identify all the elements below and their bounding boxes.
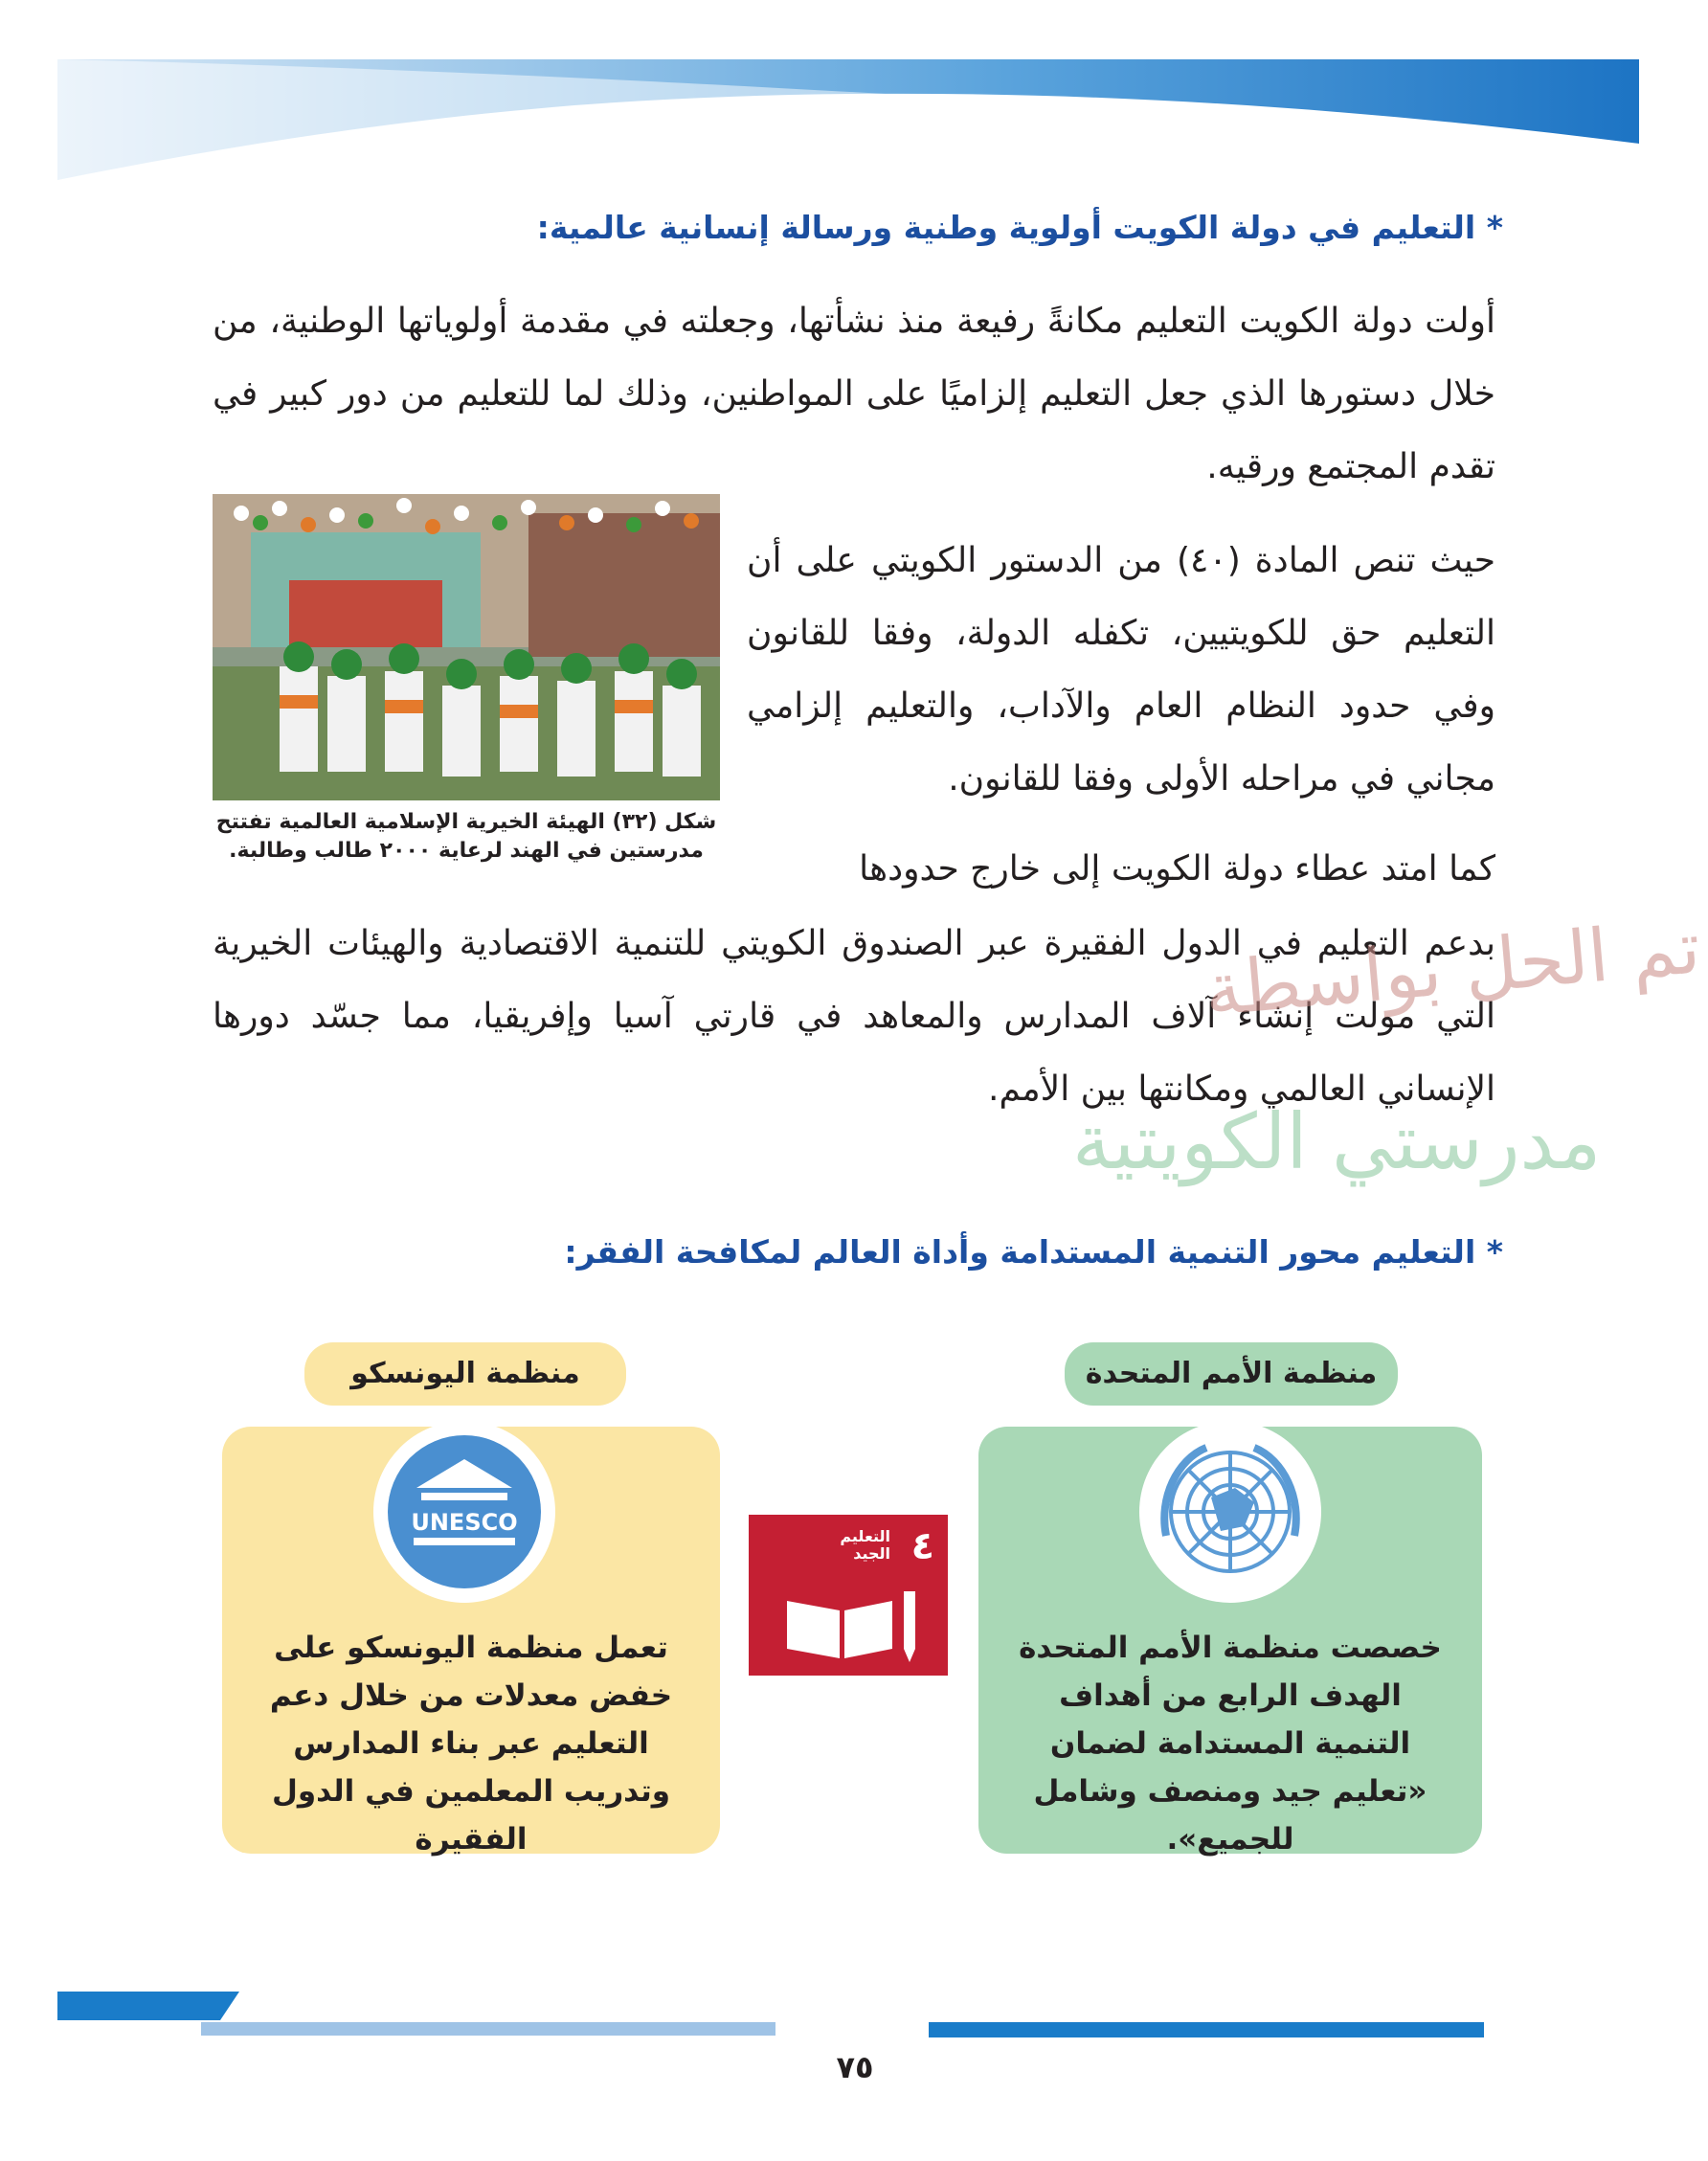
sdg4-number: ٤: [910, 1524, 934, 1568]
photo-india-schools: [213, 494, 720, 800]
svg-text:مدرستي الكويتية: مدرستي الكويتية: [1072, 1097, 1602, 1186]
paragraph-outreach-start: كما امتد عطاء دولة الكويت إلى خارج حدودها: [859, 849, 1495, 889]
page-number: ٧٥: [836, 2049, 874, 2085]
sdg4-badge: [749, 1515, 948, 1676]
un-emblem-icon: [1139, 1421, 1321, 1603]
card-unesco: [222, 1427, 720, 1857]
photo-caption: شكل (٣٢) الهيئة الخيرية الإسلامية العالمية تفتتح مدرستين في الهند لرعاية ٢٠٠٠ طالب وطالبة.: [215, 810, 717, 863]
section-heading-sustainable-development: * التعليم محور التنمية المستدامة وأداة العالم لمكافحة الفقر:: [564, 1233, 1503, 1271]
footer-bar-right: [929, 2022, 1484, 2037]
book-pencil-icon: [749, 1515, 948, 1676]
sdg4-label: التعليم الجيد: [840, 1527, 890, 1563]
paragraph-outreach: بدعم التعليم في الدول الفقيرة عبر الصندوق الكويتي للتنمية الاقتصادية والهيئات الخيرية التي مولت إنشاء آلاف المدارس والمعاهد في قارتي آسيا وإفريقيا، مما جسّد دورها الإنساني العالمي ومكانتها بين الأمم.: [213, 924, 1495, 1109]
paragraph-article-40: حيث تنص المادة (٤٠) من الدستور الكويتي على أن التعليم حق للكويتيين، تكفله الدولة، وفقا للقانون وفي حدود النظام العام والآداب، والتعليم إلزامي مجاني في مراحله الأولى وفقا للقانون.: [747, 541, 1495, 799]
header-band: [0, 0, 1708, 191]
paragraph-intro: أولت دولة الكويت التعليم مكانةً رفيعة منذ نشأتها، وجعلته في مقدمة أولوياتها الوطنية، من خلال دستورها الذي جعل التعليم إلزاميًا على المواطنين، وذلك لما للتعليم من دور كبير في تقدم المجتمع ورقيه.: [213, 302, 1495, 486]
svg-text:تم الحل بواسطة: تم الحل بواسطة: [1201, 904, 1704, 1033]
unesco-logo: [373, 1421, 555, 1603]
footer-bar-left: [57, 1982, 785, 2039]
label-unesco: منظمة اليونسكو: [304, 1342, 626, 1406]
unesco-temple-icon: [373, 1421, 555, 1603]
card-un: [978, 1427, 1482, 1857]
section-heading-education-kuwait: * التعليم في دولة الكويت أولوية وطنية ورسالة إنسانية عالمية:: [536, 209, 1503, 246]
un-description: خصصت منظمة الأمم المتحدة الهدف الرابع من أهداف التنمية المستدامة لضمان «تعليم جيد ومنصف وشامل للجميع».: [1019, 1631, 1442, 1857]
un-logo: [1139, 1421, 1321, 1603]
unesco-description: تعمل منظمة اليونسكو على خفض معدلات من خلال دعم التعليم عبر بناء المدارس وتدريب المعلمين في الدول الفقيرة: [269, 1631, 673, 1857]
svg-text:UNESCO: UNESCO: [411, 1509, 518, 1536]
label-un: منظمة الأمم المتحدة: [1065, 1342, 1398, 1406]
